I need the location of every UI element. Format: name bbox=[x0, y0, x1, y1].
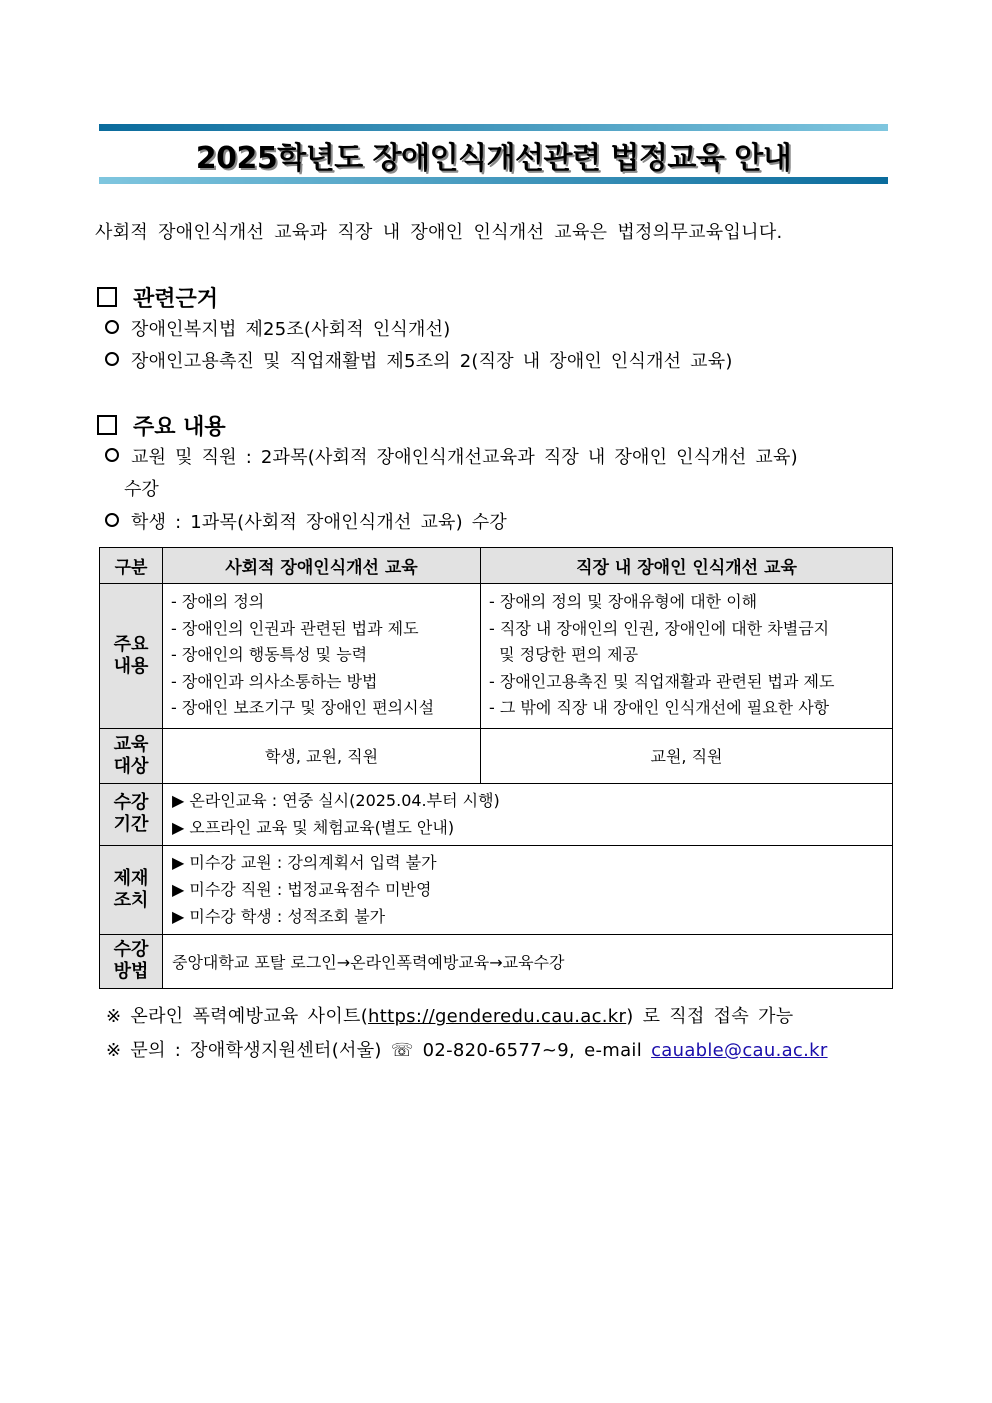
workplace-content-list bbox=[481, 584, 893, 729]
email-link[interactable]: cauable@cau.ac.kr bbox=[651, 1040, 828, 1061]
list-item: - 직장 내 장애인의 인권, 장애인에 대한 차별금지 bbox=[489, 618, 830, 638]
content-item: 교원 및 직원 : 2과목(사회적 장애인식개선교육과 직장 내 장애인 인식개선 교육) bbox=[105, 443, 798, 469]
section-heading-basis: 관련근거 bbox=[97, 282, 218, 313]
row-label-sanction: 제재 조치 bbox=[100, 845, 163, 934]
list-item: ▶ 미수강 직원 : 법정교육점수 미반영 bbox=[172, 880, 432, 899]
content-item: 학생 : 1과목(사회적 장애인식개선 교육) 수강 bbox=[105, 508, 507, 534]
checkbox-square-icon bbox=[97, 287, 117, 307]
list-item: - 장애의 정의 및 장애유형에 대한 이해 bbox=[489, 592, 758, 611]
header-workplace-education: 직장 내 장애인 인식개선 교육 bbox=[481, 548, 893, 584]
section-heading-content: 주요 내용 bbox=[97, 410, 226, 441]
page-title: 2025학년도 장애인식개선관련 법정교육 안내 bbox=[195, 141, 792, 176]
title-bar-top bbox=[99, 124, 888, 131]
site-link[interactable]: https://genderedu.cau.ac.kr bbox=[368, 1006, 627, 1027]
list-item: - 그 밖에 직장 내 장애인 인식개선에 필요한 사항 bbox=[489, 698, 830, 717]
title-bar-bottom bbox=[99, 177, 888, 184]
header-category: 구분 bbox=[100, 548, 163, 584]
header-social-education: 사회적 장애인식개선 교육 bbox=[163, 548, 481, 584]
circle-bullet-icon bbox=[105, 513, 119, 527]
period-details bbox=[163, 783, 893, 845]
basis-item: 장애인복지법 제25조(사회적 인식개선) bbox=[105, 315, 450, 341]
row-label-content: 주요 내용 bbox=[100, 584, 163, 729]
list-item: ▶ 미수강 교원 : 강의계획서 입력 불가 bbox=[172, 853, 437, 872]
table-header-row bbox=[100, 548, 893, 584]
table-row-content bbox=[100, 584, 893, 729]
sanction-details bbox=[163, 845, 893, 934]
circle-bullet-icon bbox=[105, 352, 119, 366]
list-item: ▶ 온라인교육 : 연중 실시(2025.04.부터 시행) bbox=[172, 791, 500, 810]
table-row-target bbox=[100, 728, 893, 783]
list-item: - 장애인 보조기구 및 장애인 편의시설 bbox=[171, 698, 435, 717]
education-table bbox=[99, 547, 893, 989]
row-label-period: 수강 기간 bbox=[100, 783, 163, 845]
list-item: - 장애인의 행동특성 및 능력 bbox=[171, 645, 368, 664]
note-contact: ※ 문의 : 장애학생지원센터(서울) ☏ 02-820-6577~9, e-mail cauable@cau.ac.kr bbox=[106, 1040, 828, 1061]
intro-text: 사회적 장애인식개선 교육과 직장 내 장애인 인식개선 교육은 법정의무교육입니다. bbox=[95, 222, 783, 243]
list-item: - 장애인과 의사소통하는 방법 bbox=[171, 671, 378, 691]
list-item: - 장애의 정의 bbox=[171, 592, 265, 611]
list-item: - 장애인고용촉진 및 직업재활과 관련된 법과 제도 bbox=[489, 671, 835, 691]
table-row-period bbox=[100, 783, 893, 845]
checkbox-square-icon bbox=[97, 415, 117, 435]
table-row-sanction bbox=[100, 845, 893, 934]
list-item: ▶ 오프라인 교육 및 체험교육(별도 안내) bbox=[172, 818, 455, 837]
table-row-method bbox=[100, 934, 893, 988]
method-details: 중앙대학교 포탈 로그인→온라인폭력예방교육→교육수강 bbox=[163, 934, 893, 988]
content-item-continuation: 수강 bbox=[124, 479, 159, 500]
circle-bullet-icon bbox=[105, 320, 119, 334]
row-label-method: 수강 방법 bbox=[100, 934, 163, 988]
social-content-list bbox=[163, 584, 481, 729]
list-item: - 장애인의 인권과 관련된 법과 제도 bbox=[171, 618, 419, 638]
workplace-target: 교원, 직원 bbox=[481, 728, 893, 783]
list-item: ▶ 미수강 학생 : 성적조회 불가 bbox=[172, 907, 386, 926]
basis-item: 장애인고용촉진 및 직업재활법 제5조의 2(직장 내 장애인 인식개선 교육) bbox=[105, 347, 733, 373]
title-banner bbox=[99, 124, 888, 184]
row-label-target: 교육 대상 bbox=[100, 728, 163, 783]
circle-bullet-icon bbox=[105, 448, 119, 462]
list-item: 및 정당한 편의 제공 bbox=[489, 645, 639, 664]
note-online-site: ※ 온라인 폭력예방교육 사이트(https://genderedu.cau.ac.kr) 로 직접 접속 가능 bbox=[106, 1006, 794, 1027]
social-target: 학생, 교원, 직원 bbox=[163, 728, 481, 783]
